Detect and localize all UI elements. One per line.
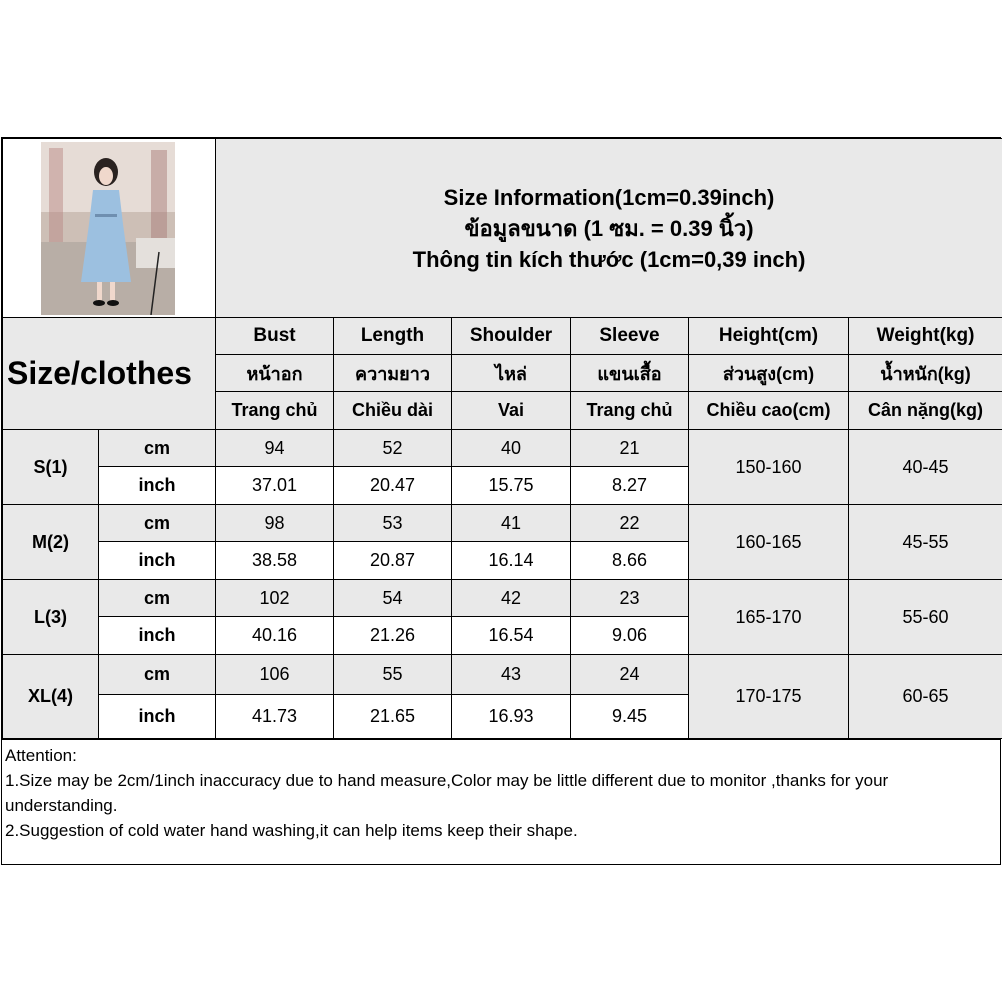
col-header-en: Weight(kg) [849, 318, 1002, 355]
cell-height: 160-165 [689, 505, 849, 580]
cell-shoulder-inch: 16.14 [452, 542, 571, 580]
size-table [2, 138, 1002, 739]
unit-cm: cm [99, 430, 216, 467]
cell-length-inch: 21.65 [334, 695, 452, 739]
col-header-th: ไหล่ [452, 355, 571, 392]
cell-sleeve-cm: 22 [571, 505, 689, 542]
cell-shoulder-inch: 15.75 [452, 467, 571, 505]
size-label: XL(4) [3, 655, 99, 739]
col-header-en: Length [334, 318, 452, 355]
title-line-vi: Thông tin kích thước (1cm=0,39 inch) [412, 246, 806, 272]
unit-cm: cm [99, 580, 216, 617]
col-header-vi: Trang chủ [571, 392, 689, 430]
unit-inch: inch [99, 542, 216, 580]
title-line-th: ข้อมูลขนาด (1 ซม. = 0.39 นิ้ว) [464, 215, 754, 241]
green-corner-mark [215, 140, 216, 146]
cell-length-inch: 20.87 [334, 542, 452, 580]
size-label: S(1) [3, 430, 99, 505]
col-header-en: Sleeve [571, 318, 689, 355]
unit-inch: inch [99, 695, 216, 739]
cell-weight: 55-60 [849, 580, 1002, 655]
title-line-en: Size Information(1cm=0.39inch) [443, 184, 775, 210]
cell-sleeve-cm: 23 [571, 580, 689, 617]
cell-bust-cm: 106 [216, 655, 334, 695]
cell-bust-inch: 38.58 [216, 542, 334, 580]
size-label: M(2) [3, 505, 99, 580]
col-header-vi: Chiều dài [334, 392, 452, 430]
col-header-vi: Cân nặng(kg) [849, 392, 1002, 430]
col-header-th: แขนเสื้อ [571, 355, 689, 392]
cell-shoulder-inch: 16.54 [452, 617, 571, 655]
cell-bust-inch: 40.16 [216, 617, 334, 655]
cell-length-inch: 20.47 [334, 467, 452, 505]
cell-length-cm: 53 [334, 505, 452, 542]
cell-bust-cm: 102 [216, 580, 334, 617]
product-photo [41, 142, 175, 315]
note-item-1: 1.Size may be 2cm/1inch inaccuracy due to hand measure,Color may be little different due to monitor ,thanks for your understanding. [5, 771, 889, 815]
cell-sleeve-inch: 8.66 [571, 542, 689, 580]
col-header-en: Bust [216, 318, 334, 355]
cell-bust-cm: 94 [216, 430, 334, 467]
unit-inch: inch [99, 467, 216, 505]
size-chart [1, 137, 1001, 865]
cell-bust-inch: 37.01 [216, 467, 334, 505]
cell-shoulder-cm: 40 [452, 430, 571, 467]
cell-shoulder-inch: 16.93 [452, 695, 571, 739]
cell-height: 170-175 [689, 655, 849, 739]
col-header-vi: Vai [452, 392, 571, 430]
col-header-en: Shoulder [452, 318, 571, 355]
size-label: L(3) [3, 580, 99, 655]
cell-height: 165-170 [689, 580, 849, 655]
cell-length-cm: 54 [334, 580, 452, 617]
col-header-en: Height(cm) [689, 318, 849, 355]
product-photo-cell [3, 139, 216, 318]
unit-cm: cm [99, 655, 216, 695]
col-header-th: หน้าอก [216, 355, 334, 392]
col-header-vi: Trang chủ [216, 392, 334, 430]
title-block [216, 139, 1002, 318]
cell-bust-cm: 98 [216, 505, 334, 542]
col-header-th: ส่วนสูง(cm) [689, 355, 849, 392]
cell-weight: 60-65 [849, 655, 1002, 739]
cell-shoulder-cm: 43 [452, 655, 571, 695]
cell-sleeve-cm: 24 [571, 655, 689, 695]
cell-bust-inch: 41.73 [216, 695, 334, 739]
cell-length-cm: 55 [334, 655, 452, 695]
cell-sleeve-inch: 8.27 [571, 467, 689, 505]
unit-inch: inch [99, 617, 216, 655]
cell-weight: 40-45 [849, 430, 1002, 505]
cell-sleeve-cm: 21 [571, 430, 689, 467]
cell-sleeve-inch: 9.06 [571, 617, 689, 655]
notes-heading: Attention: [5, 746, 77, 765]
col-header-th: ความยาว [334, 355, 452, 392]
cell-length-inch: 21.26 [334, 617, 452, 655]
attention-notes [2, 739, 1000, 864]
col-header-vi: Chiều cao(cm) [689, 392, 849, 430]
cell-weight: 45-55 [849, 505, 1002, 580]
cell-shoulder-cm: 42 [452, 580, 571, 617]
cell-sleeve-inch: 9.45 [571, 695, 689, 739]
col-header-th: น้ำหนัก(kg) [849, 355, 1002, 392]
cell-length-cm: 52 [334, 430, 452, 467]
unit-cm: cm [99, 505, 216, 542]
corner-label: Size/clothes [3, 318, 216, 430]
cell-height: 150-160 [689, 430, 849, 505]
note-item-2: 2.Suggestion of cold water hand washing,it can help items keep their shape. [5, 821, 578, 840]
cell-shoulder-cm: 41 [452, 505, 571, 542]
